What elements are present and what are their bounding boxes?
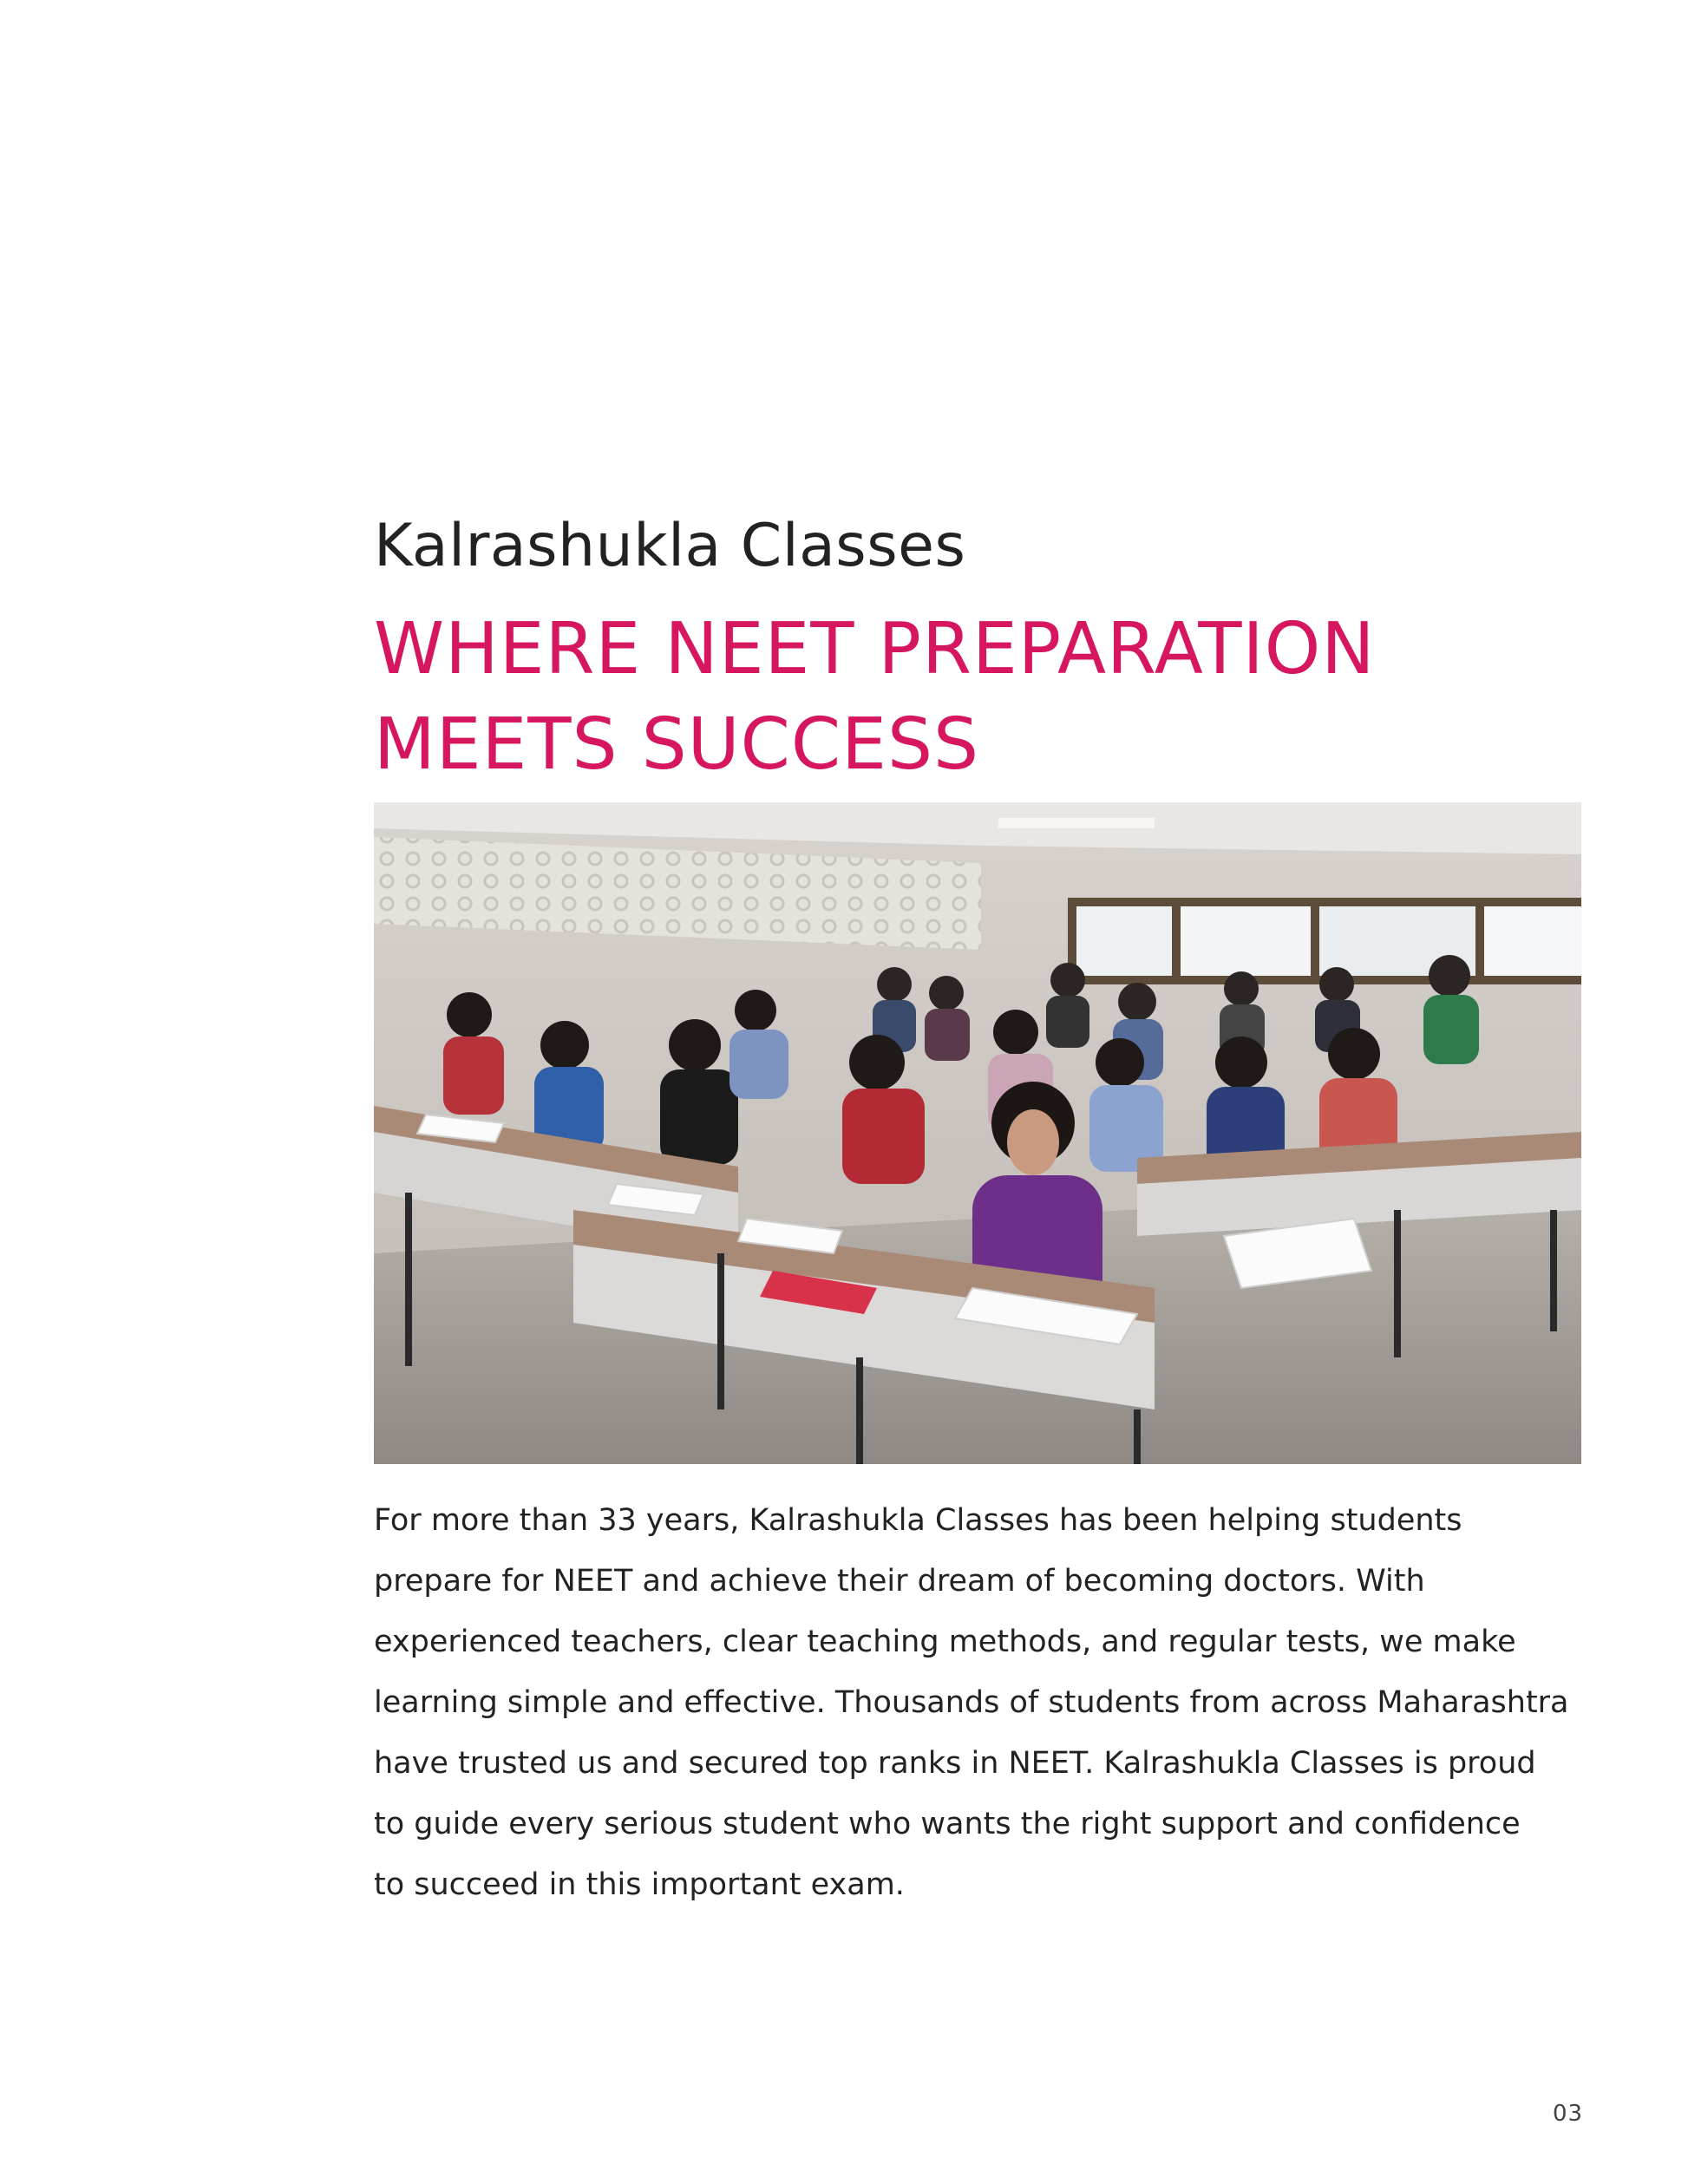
body-line-3: experienced teachers, clear teaching methods, and regular tests, we make bbox=[374, 1625, 1516, 1659]
body-line-7: to succeed in this important exam. bbox=[374, 1867, 905, 1902]
body-line-2: prepare for NEET and achieve their dream of becoming doctors. With bbox=[374, 1564, 1425, 1599]
headline-line-2: MEETS SUCCESS bbox=[374, 703, 980, 786]
body-line-5: have trusted us and secured top ranks in NEET. Kalrashukla Classes is proud bbox=[374, 1746, 1536, 1781]
headline bbox=[374, 602, 1588, 793]
body-line-4: learning simple and effective. Thousands of students from across Maharashtra bbox=[374, 1685, 1569, 1720]
headline-line-1: WHERE NEET PREPARATION bbox=[374, 608, 1376, 690]
brand-title: Kalrashukla Classes bbox=[374, 512, 966, 580]
body-line-1: For more than 33 years, Kalrashukla Classes has been helping students bbox=[374, 1503, 1462, 1538]
page-number: 03 bbox=[1553, 2101, 1584, 2127]
body-line-6: to guide every serious student who wants the right support and confidence bbox=[374, 1807, 1521, 1841]
body-paragraph bbox=[374, 1490, 1606, 1915]
classroom-photo bbox=[374, 802, 1581, 1464]
